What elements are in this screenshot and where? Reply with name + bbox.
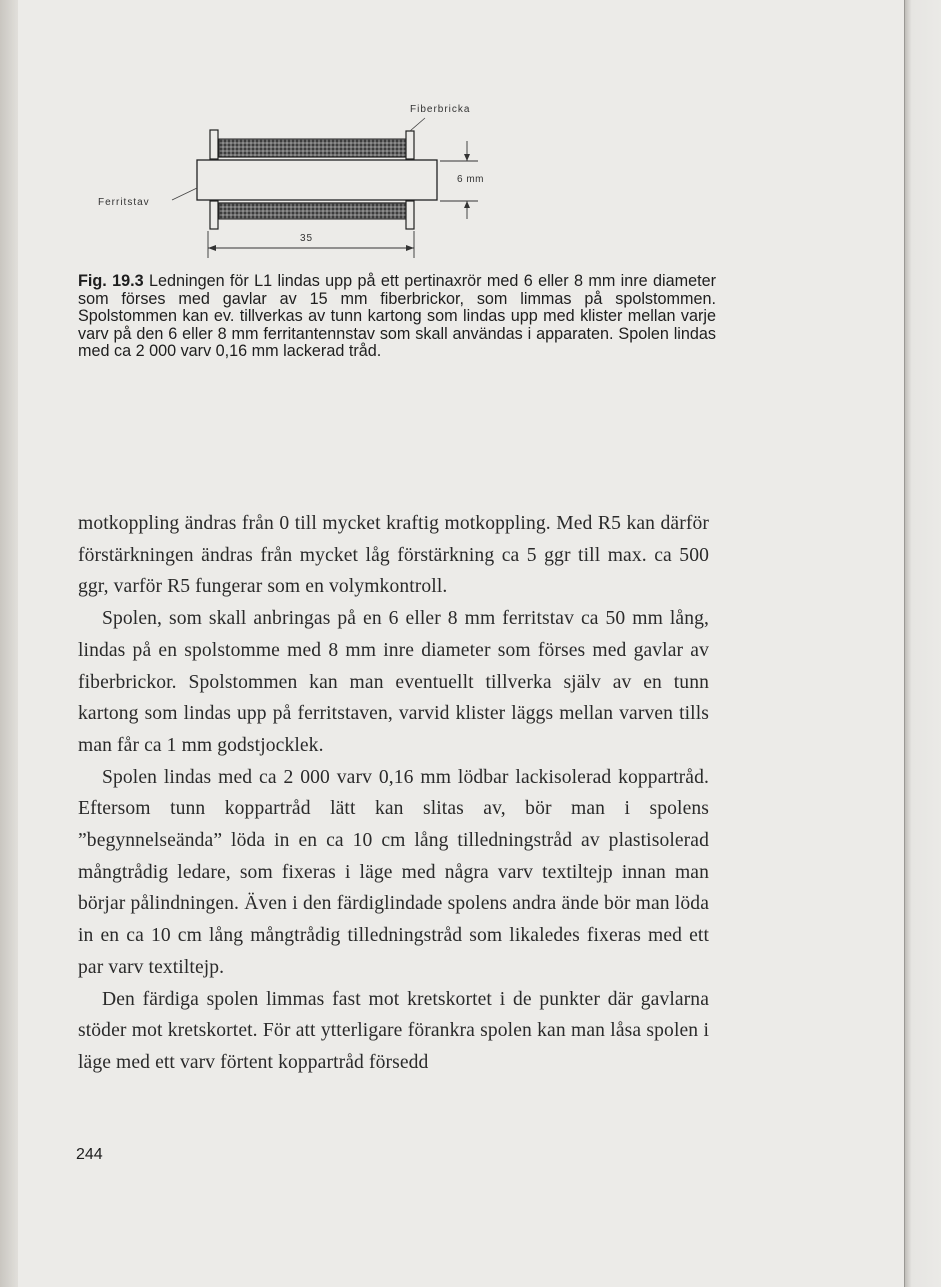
label-35: 35 <box>300 233 314 244</box>
figure-number: Fig. 19.3 <box>78 272 144 290</box>
top-winding <box>219 139 407 157</box>
figure-caption <box>78 273 716 361</box>
coil-diagram-drawing <box>0 0 941 280</box>
label-6mm: 6 mm <box>457 174 484 185</box>
paragraph: Spolen, som skall anbringas på en 6 eller 8 mm ferritstav ca 50 mm lång, lindas på en spolstomme med 8 mm inre diameter som förses med gavlar av fiberbrickor. Spolstommen kan man eventuellt tillverka själv av en tunn kartong som lindas upp på ferritstaven, varvid klister läggs mellan varven tills man får ca 1 mm godstjocklek. <box>78 608 709 756</box>
left-fiber-washer-bottom <box>210 201 218 229</box>
coil-diagram <box>0 0 941 280</box>
label-fiberbricka: Fiberbricka <box>410 104 471 115</box>
ferrite-rod <box>197 160 437 200</box>
label-ferritstav: Ferritstav <box>98 197 150 208</box>
paragraph: Den färdiga spolen limmas fast mot kretskortet i de punkter där gavlarna stöder mot kretskortet. För att ytterligare förankra spolen kan man låsa spolen i läge med ett varv förtent koppartråd försedd <box>78 988 709 1073</box>
right-fiber-washer-top <box>406 131 414 159</box>
body-text <box>78 508 709 1079</box>
left-fiber-washer-top <box>210 130 218 159</box>
page-number: 244 <box>76 1146 103 1163</box>
paragraph: Spolen lindas med ca 2 000 varv 0,16 mm lödbar lackisolerad koppartråd. Eftersom tunn koppartråd lätt kan slitas av, bör man i spolens ”begynnelseända” löda in en ca 10 cm lång tilledningstråd av plastisolerad mångtrådig ledare, som fixeras i läge med några varv textiltejp innan man börjar pålindningen. Även i den färdiglindade spolens andra ände bör man löda in en ca 10 cm lång mångtrådig tilledningstråd som likaledes fixeras med ett par varv textiltejp. <box>78 766 709 978</box>
caption-text: Ledningen för L1 lindas upp på ett pertinaxrör med 6 eller 8 mm inre diameter som förses med gavlar av 15 mm fiberbrickor, som limmas på spolstommen. Spolstommen kan ev. tillverkas av tunn kartong som lindas upp med klister mellan varje varv på den 6 eller 8 mm ferritantennstav som skall användas i apparaten. Spolen lindas med ca 2 000 varv 0,16 mm lackerad tråd. <box>78 272 716 361</box>
paragraph: motkoppling ändras från 0 till mycket kraftig motkoppling. Med R5 kan därför förstärkningen ändras från mycket låg förstärkning ca 5 ggr till max. ca 500 ggr, varför R5 fungerar som en volymkontroll. <box>78 513 709 598</box>
right-fiber-washer-bottom <box>406 201 414 229</box>
bottom-winding <box>219 203 407 219</box>
